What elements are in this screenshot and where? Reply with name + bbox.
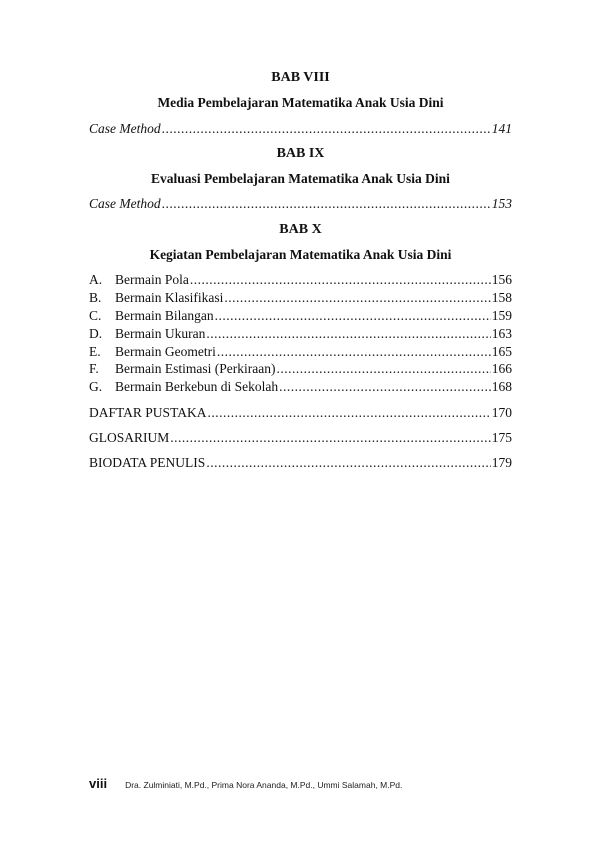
toc-entry-label: Bermain Estimasi (Perkiraan) bbox=[115, 361, 276, 376]
toc-entry[interactable] bbox=[89, 307, 512, 325]
toc-entry[interactable] bbox=[89, 289, 512, 307]
chapter-subtitle: Evaluasi Pembelajaran Matematika Anak Usia Dini bbox=[151, 171, 450, 186]
dot-leader bbox=[206, 325, 490, 343]
footer-authors: Dra. Zulminiati, M.Pd., Prima Nora Ananda, M.Pd., Ummi Salamah, M.Pd. bbox=[125, 780, 403, 790]
toc-back-matter-entry[interactable] bbox=[89, 429, 512, 447]
page-footer bbox=[89, 776, 402, 791]
toc-entry[interactable] bbox=[89, 195, 512, 213]
toc-entry-letter: C. bbox=[89, 308, 102, 323]
toc-entry-label: Bermain Ukuran bbox=[115, 326, 206, 341]
chapter-title: BAB X bbox=[279, 222, 322, 237]
toc-entry-page: 168 bbox=[491, 379, 512, 394]
toc-entry-label: Case Method bbox=[89, 121, 161, 136]
dot-leader bbox=[162, 195, 491, 213]
toc-entry-page: 179 bbox=[491, 455, 512, 470]
toc-entry-page: 153 bbox=[491, 196, 512, 211]
dot-leader bbox=[170, 429, 490, 447]
toc-entry[interactable] bbox=[89, 378, 512, 396]
toc-back-matter-entry[interactable] bbox=[89, 454, 512, 472]
toc-entry-page: 166 bbox=[491, 361, 512, 376]
dot-leader bbox=[162, 120, 491, 138]
toc-entry-label: Bermain Geometri bbox=[115, 344, 216, 359]
toc-entry-label: Bermain Pola bbox=[115, 272, 189, 287]
dot-leader bbox=[190, 271, 491, 289]
toc-entry-page: 163 bbox=[491, 326, 512, 341]
toc-entry-label: Bermain Berkebun di Sekolah bbox=[115, 379, 279, 394]
toc-entry-page: 175 bbox=[491, 430, 512, 445]
toc-entry-letter: E. bbox=[89, 344, 101, 359]
chapter-title: BAB VIII bbox=[271, 70, 330, 85]
toc-entry-letter: F. bbox=[89, 361, 99, 376]
toc-entry-label: Bermain Bilangan bbox=[115, 308, 214, 323]
toc-entry-label: GLOSARIUM bbox=[89, 430, 170, 445]
toc-entry-page: 141 bbox=[491, 121, 512, 136]
dot-leader bbox=[279, 378, 491, 396]
toc-back-matter-entry[interactable] bbox=[89, 404, 512, 422]
dot-leader bbox=[217, 343, 491, 361]
toc-entry[interactable] bbox=[89, 360, 512, 378]
toc-entry-label: Case Method bbox=[89, 196, 161, 211]
toc-entry-page: 165 bbox=[491, 344, 512, 359]
toc-entry[interactable] bbox=[89, 343, 512, 361]
dot-leader bbox=[224, 289, 490, 307]
chapter-subtitle: Media Pembelajaran Matematika Anak Usia Dini bbox=[157, 95, 444, 110]
toc-entry-label: DAFTAR PUSTAKA bbox=[89, 405, 207, 420]
chapter-subtitle: Kegiatan Pembelajaran Matematika Anak Usia Dini bbox=[149, 247, 452, 262]
chapter-title: BAB IX bbox=[276, 146, 325, 161]
toc-entry-letter: D. bbox=[89, 326, 103, 341]
toc-entry-letter: B. bbox=[89, 290, 102, 305]
toc-entry-page: 170 bbox=[491, 405, 512, 420]
toc-entry-letter: G. bbox=[89, 379, 103, 394]
dot-leader bbox=[215, 307, 491, 325]
toc-entry-letter: A. bbox=[89, 272, 103, 287]
toc-entry-page: 159 bbox=[491, 308, 512, 323]
toc-entry[interactable] bbox=[89, 120, 512, 138]
toc-entry-label: Bermain Klasifikasi bbox=[115, 290, 224, 305]
toc-entry[interactable] bbox=[89, 271, 512, 289]
dot-leader bbox=[206, 454, 490, 472]
toc-entry-label: BIODATA PENULIS bbox=[89, 455, 206, 470]
page-number: viii bbox=[89, 776, 108, 791]
toc-entry-page: 158 bbox=[491, 290, 512, 305]
dot-leader bbox=[276, 360, 490, 378]
toc-entry-page: 156 bbox=[491, 272, 512, 287]
dot-leader bbox=[207, 404, 490, 422]
toc-entry[interactable] bbox=[89, 325, 512, 343]
